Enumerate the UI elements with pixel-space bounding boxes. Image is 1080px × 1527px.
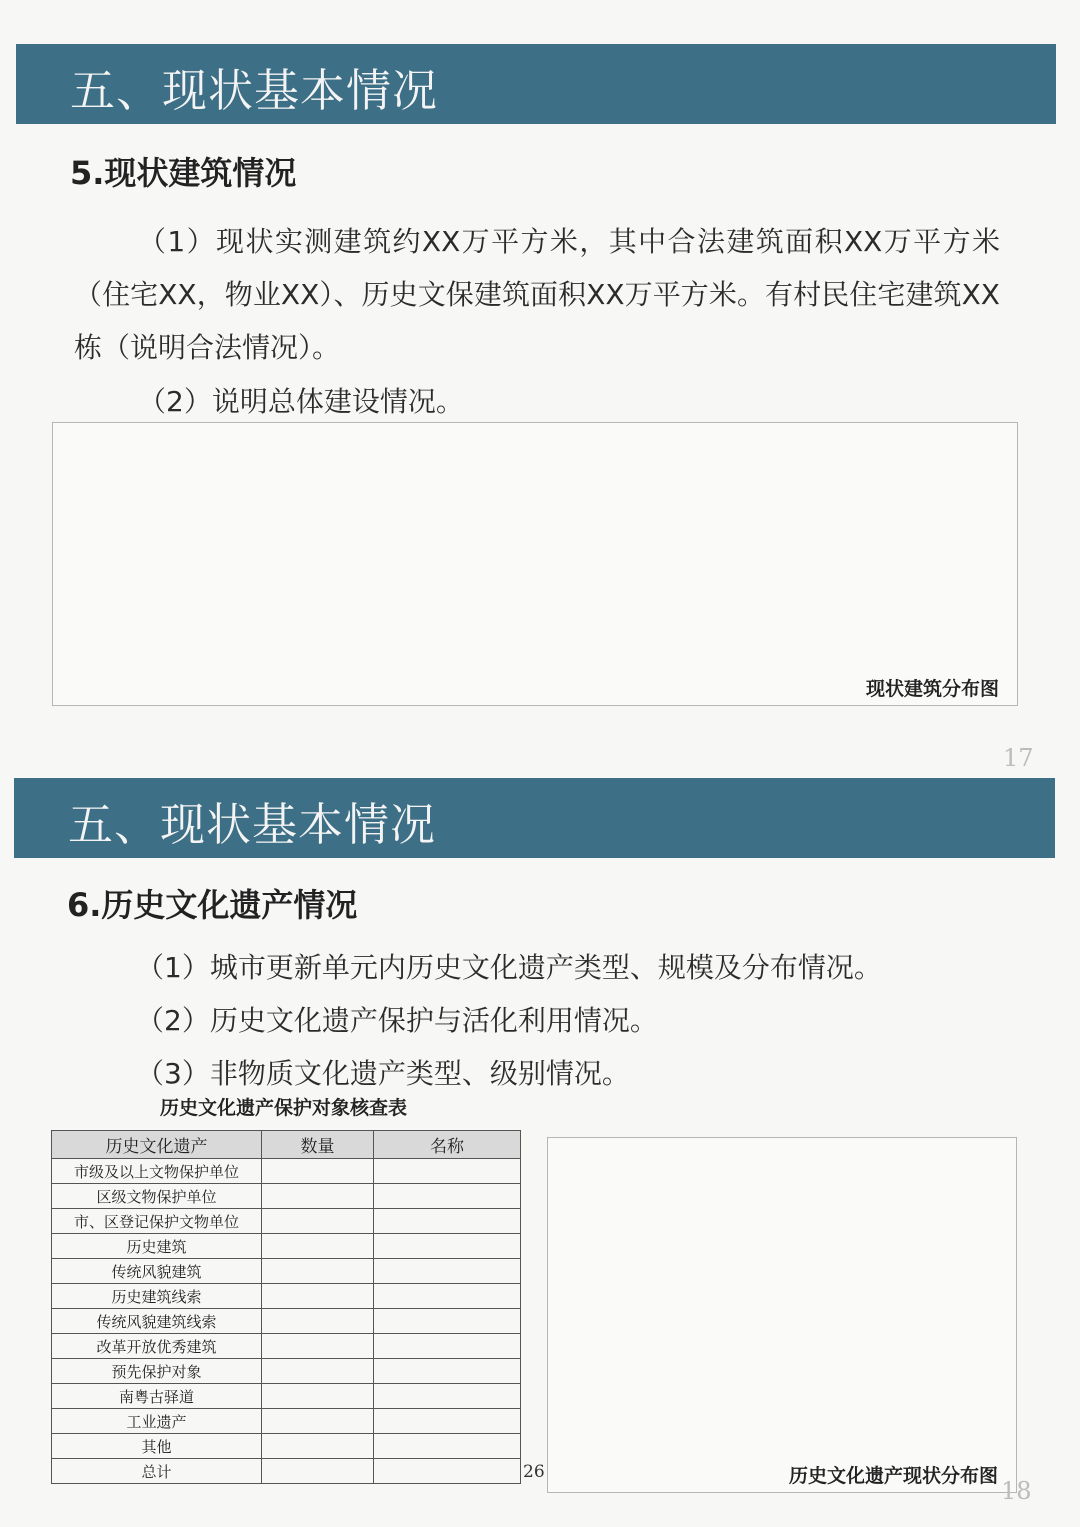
row-label: 改革开放优秀建筑 xyxy=(52,1334,262,1359)
table-row xyxy=(52,1184,521,1209)
table-row xyxy=(52,1384,521,1409)
page-number-2: 18 xyxy=(1001,1477,1032,1505)
quantity-cell xyxy=(262,1234,374,1259)
map-caption: 现状建筑分布图 xyxy=(865,678,999,700)
name-cell xyxy=(374,1209,521,1234)
quantity-cell xyxy=(262,1384,374,1409)
name-cell xyxy=(374,1184,521,1209)
banner-title-2: 五、现状基本情况 xyxy=(68,798,437,851)
column-header: 数量 xyxy=(262,1131,374,1159)
name-cell xyxy=(374,1359,521,1384)
name-cell xyxy=(374,1409,521,1434)
table-header-row xyxy=(52,1131,521,1159)
row-label: 预先保护对象 xyxy=(52,1359,262,1384)
table-title: 历史文化遗产保护对象核查表 xyxy=(160,1097,408,1119)
map-caption-2: 历史文化遗产现状分布图 xyxy=(788,1465,998,1487)
quantity-cell xyxy=(262,1159,374,1184)
section-banner-2 xyxy=(14,778,1055,858)
name-cell xyxy=(374,1284,521,1309)
table-row xyxy=(52,1359,521,1384)
table-row xyxy=(52,1409,521,1434)
page-number: 17 xyxy=(1003,744,1034,772)
heritage-table xyxy=(51,1130,521,1484)
table-row xyxy=(52,1159,521,1184)
paragraph-1: （1）现状实测建筑约XX万平方米，其中合法建筑面积XX万平方米（住宅XX，物业XX）、历史文保建筑面积XX万平方米。有村民住宅建筑XX栋（说明合法情况）。 xyxy=(74,225,1000,364)
quantity-cell xyxy=(262,1184,374,1209)
row-label: 传统风貌建筑 xyxy=(52,1259,262,1284)
name-cell xyxy=(374,1234,521,1259)
quantity-cell xyxy=(262,1259,374,1284)
name-cell xyxy=(374,1159,521,1184)
section-title: 5.现状建筑情况 xyxy=(70,154,297,192)
quantity-cell xyxy=(262,1284,374,1309)
name-cell xyxy=(374,1259,521,1284)
row-label: 市、区登记保护文物单位 xyxy=(52,1209,262,1234)
quantity-cell xyxy=(262,1409,374,1434)
row-label: 市级及以上文物保护单位 xyxy=(52,1159,262,1184)
quantity-cell xyxy=(262,1434,374,1459)
inner-page-number: 26 xyxy=(523,1462,545,1482)
quantity-cell xyxy=(262,1209,374,1234)
paragraph-2: （2）说明总体建设情况。 xyxy=(138,385,464,418)
name-cell xyxy=(374,1334,521,1359)
table-row xyxy=(52,1334,521,1359)
row-label: 历史建筑 xyxy=(52,1234,262,1259)
section-title-2: 6.历史文化遗产情况 xyxy=(67,886,358,924)
row-label: 工业遗产 xyxy=(52,1409,262,1434)
list-item: （3）非物质文化遗产类型、级别情况。 xyxy=(136,1057,630,1090)
quantity-cell xyxy=(262,1459,374,1484)
quantity-cell xyxy=(262,1334,374,1359)
list-item: （1）城市更新单元内历史文化遗产类型、规模及分布情况。 xyxy=(136,951,882,984)
list-item: （2）历史文化遗产保护与活化利用情况。 xyxy=(136,1004,658,1037)
row-label: 其他 xyxy=(52,1434,262,1459)
banner-title: 五、现状基本情况 xyxy=(70,64,439,117)
row-label: 区级文物保护单位 xyxy=(52,1184,262,1209)
table-row xyxy=(52,1234,521,1259)
heritage-distribution-map xyxy=(547,1137,1017,1493)
name-cell xyxy=(374,1434,521,1459)
row-label: 南粤古驿道 xyxy=(52,1384,262,1409)
table-row xyxy=(52,1309,521,1334)
table-row xyxy=(52,1259,521,1284)
table-row xyxy=(52,1284,521,1309)
quantity-cell xyxy=(262,1309,374,1334)
name-cell xyxy=(374,1309,521,1334)
column-header: 名称 xyxy=(374,1131,521,1159)
row-label: 历史建筑线索 xyxy=(52,1284,262,1309)
table-row xyxy=(52,1209,521,1234)
table-row xyxy=(52,1459,521,1484)
section-banner xyxy=(16,44,1056,124)
column-header: 历史文化遗产 xyxy=(52,1131,262,1159)
name-cell xyxy=(374,1459,521,1484)
row-label: 总计 xyxy=(52,1459,262,1484)
row-label: 传统风貌建筑线索 xyxy=(52,1309,262,1334)
table-row xyxy=(52,1434,521,1459)
quantity-cell xyxy=(262,1359,374,1384)
building-distribution-map xyxy=(52,422,1018,706)
name-cell xyxy=(374,1384,521,1409)
